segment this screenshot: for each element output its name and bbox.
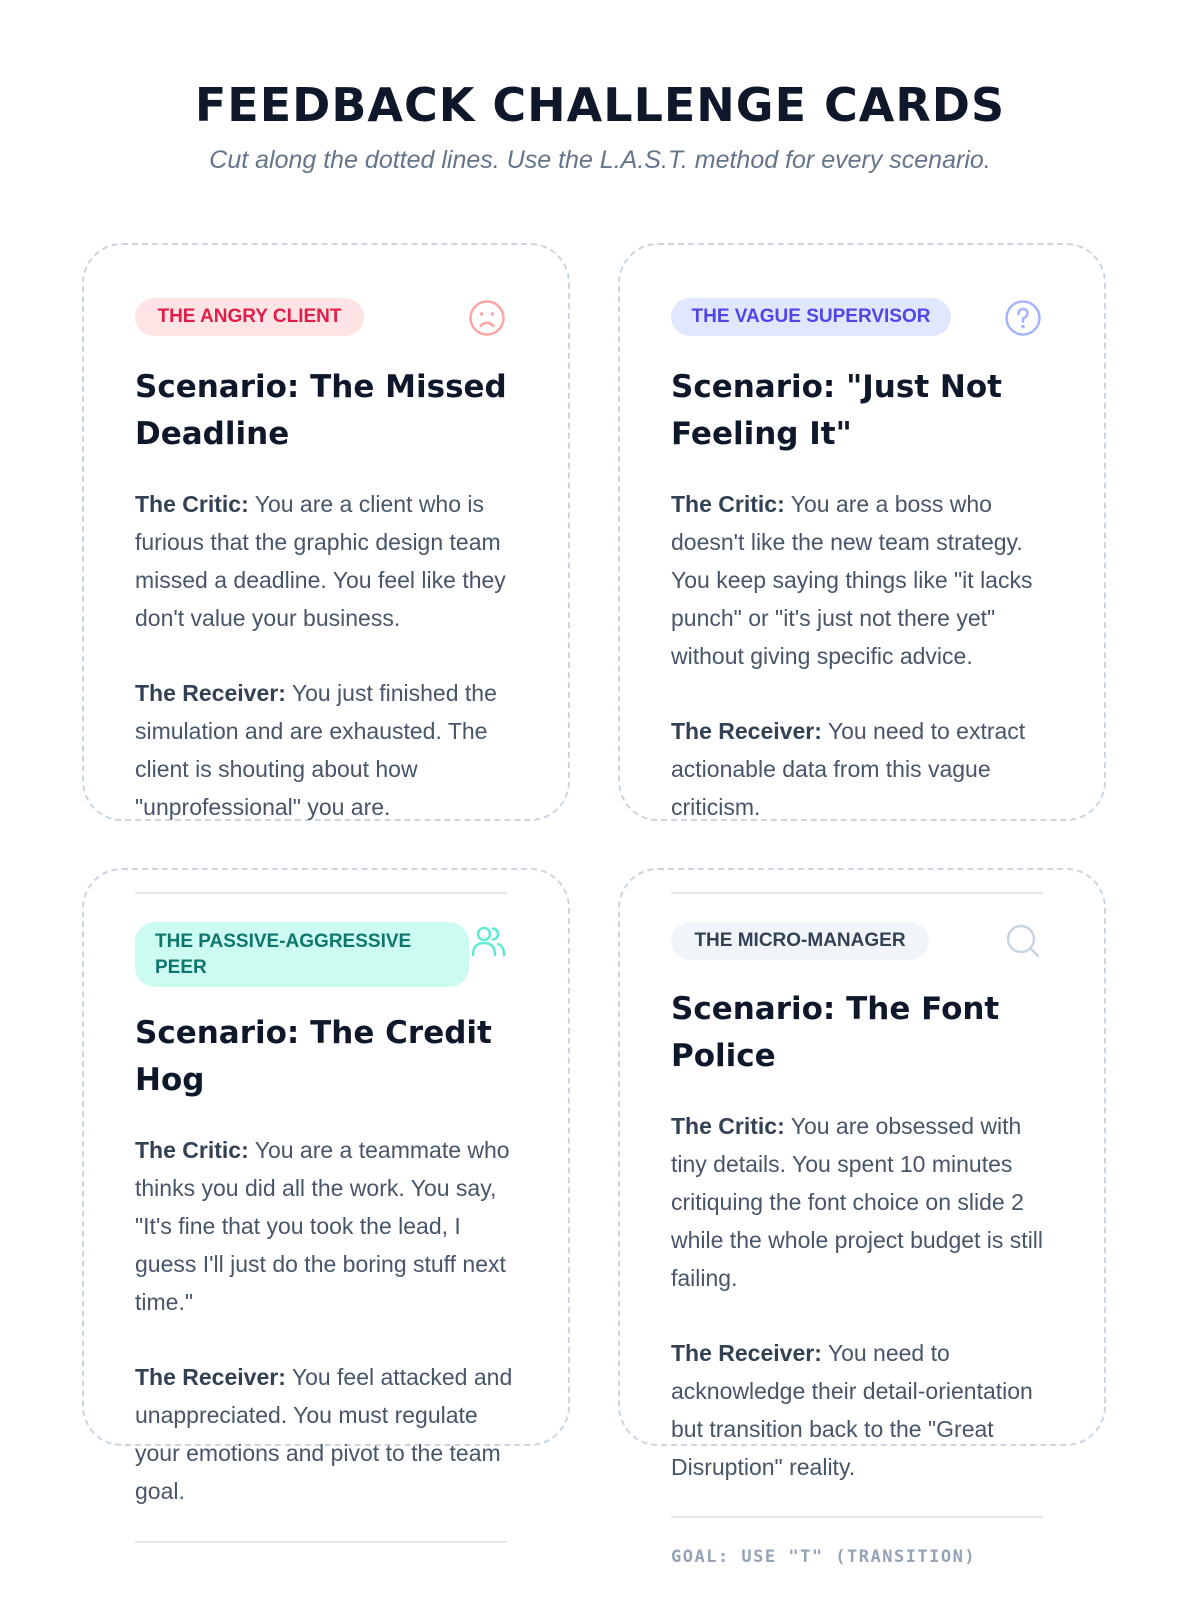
receiver-label: The Receiver: [135, 1364, 286, 1390]
critic-label: The Critic: [671, 491, 785, 517]
critic-paragraph [671, 1107, 1054, 1297]
page-title: FEEDBACK CHALLENGE CARDS [194, 78, 1006, 132]
frown-face-icon [468, 299, 506, 337]
search-icon [1004, 922, 1042, 960]
card-content-passive-aggressive-peer [135, 922, 518, 1510]
receiver-text: You just finished the simulation and are exhausted. The client is shouting about how "unprofessional" you are. [135, 680, 497, 820]
card-content-angry-client [135, 298, 518, 826]
page-subtitle: Cut along the dotted lines. Use the L.A.S.T. method for every scenario. [209, 146, 991, 174]
receiver-paragraph [135, 674, 518, 826]
scenario-title: Scenario: The Missed Deadline [135, 369, 507, 452]
card-divider [135, 892, 507, 894]
receiver-label: The Receiver: [671, 718, 822, 744]
critic-label: The Critic: [135, 1137, 249, 1163]
card-divider [671, 892, 1043, 894]
critic-text: You are a teammate who thinks you did all the work. You say, "It's fine that you took the lead, I guess I'll just do the boring stuff next time." [135, 1137, 510, 1315]
receiver-text: You feel attacked and unappreciated. You must regulate your emotions and pivot to the team goal. [135, 1364, 513, 1504]
receiver-paragraph [135, 1358, 518, 1510]
critic-label: The Critic: [671, 1113, 785, 1139]
receiver-paragraph [671, 712, 1054, 826]
card-divider [671, 1516, 1043, 1518]
card-content-micro-manager [671, 922, 1054, 1486]
badge-vague-supervisor: THE VAGUE SUPERVISOR [671, 298, 951, 336]
receiver-label: The Receiver: [671, 1340, 822, 1366]
badge-passive-aggressive-peer: THE PASSIVE-AGGRESSIVE PEER [135, 922, 469, 987]
critic-text: You are a client who is furious that the graphic design team missed a deadline. You feel like they don't value your business. [135, 491, 506, 631]
card-content-vague-supervisor [671, 298, 1054, 826]
critic-paragraph [135, 485, 518, 637]
receiver-text: You need to extract actionable data from this vague criticism. [671, 718, 1026, 820]
critic-paragraph [671, 485, 1054, 675]
critic-paragraph [135, 1131, 518, 1321]
question-mark-icon [1004, 299, 1042, 337]
scenario-title: Scenario: The Font Police [671, 991, 1000, 1074]
badge-micro-manager: THE MICRO-MANAGER [671, 922, 929, 960]
critic-text: You are a boss who doesn't like the new team strategy. You keep saying things like "it lacks punch" or "it's just not there yet" without giving specific advice. [671, 491, 1033, 669]
scenario-title: Scenario: The Credit Hog [135, 1015, 492, 1098]
critic-text: You are obsessed with tiny details. You spent 10 minutes critiquing the font choice on slide 2 while the whole project budget is still failing. [671, 1113, 1044, 1291]
scenario-title: Scenario: "Just Not Feeling It" [671, 369, 1002, 452]
users-icon [469, 922, 507, 960]
receiver-paragraph [671, 1334, 1054, 1486]
goal-label: GOAL: USE "T" (TRANSITION) [671, 1547, 977, 1567]
badge-angry-client: THE ANGRY CLIENT [135, 298, 364, 336]
receiver-label: The Receiver: [135, 680, 286, 706]
card-divider [135, 1541, 507, 1543]
receiver-text: You need to acknowledge their detail-orientation but transition back to the "Great Disruption" reality. [671, 1340, 1033, 1480]
critic-label: The Critic: [135, 491, 249, 517]
